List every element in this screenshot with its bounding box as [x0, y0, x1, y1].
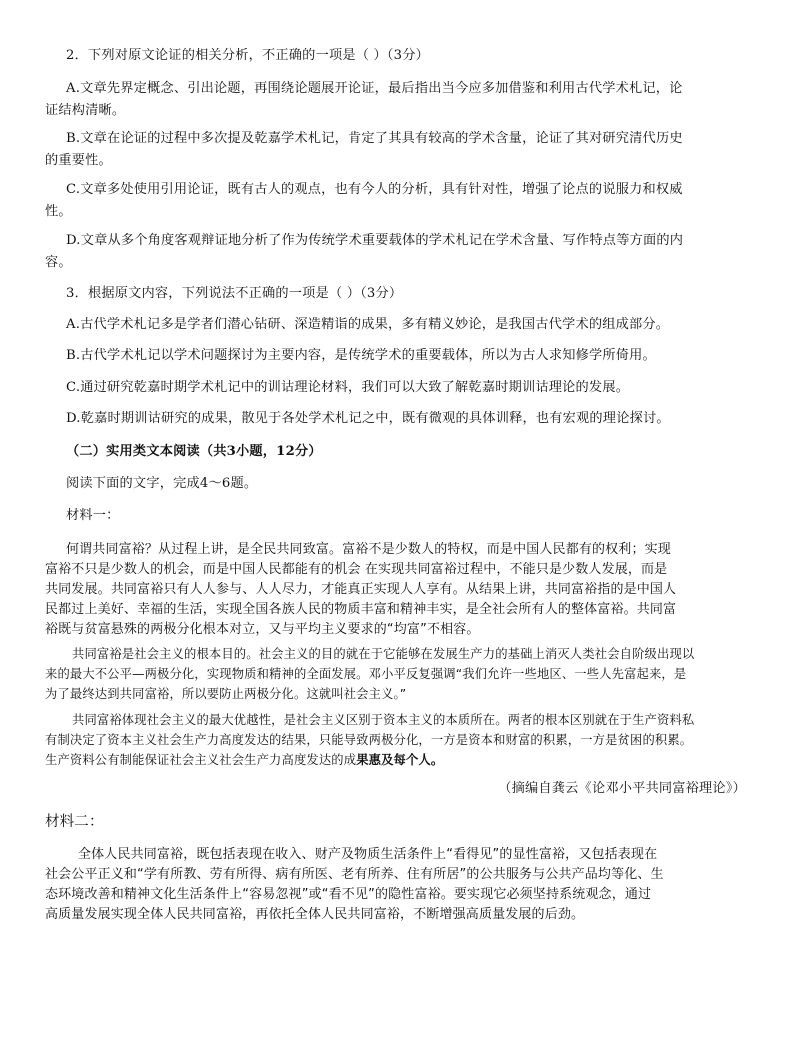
m1-p2-line3: 为了最终达到共同富裕，所以要防止两极分化。这就叫社会主义。”	[45, 687, 407, 701]
m1-p3-line3	[0, 750, 794, 768]
m1-p3-line3-bold: 果惠及每个人。	[356, 753, 444, 767]
reading-instruction: 阅读下面的文字，完成4～6题。	[66, 476, 258, 491]
question-2-stem: 2．下列对原文论证的相关分析，不正确的一项是（ ）（3分）	[66, 48, 430, 63]
q3-option-d: D.乾嘉时期训诂研究的成果，散见于各处学术札记之中，既有微观的具体训释，也有宏观的理论探讨。	[66, 411, 670, 426]
material-1-label: 材料一：	[66, 508, 120, 523]
q2-option-d-line1: D.文章从多个角度客观辩证地分析了作为传统学术重要载体的学术札记在学术含量、写作特点等方面的内	[66, 233, 684, 248]
q2-option-d-line2: 容。	[45, 255, 72, 270]
q2-option-b-line1: B.文章在论证的过程中多次提及乾嘉学术札记，肯定了其具有较高的学术含量，论证了其对研究清代历史	[66, 131, 683, 146]
m1-p2-line2: 来的最大不公平—两极分化，实现物质和精神的全面发展。邓小平反复强调“我们允许一些地区、一些人先富起来，是	[45, 667, 687, 681]
m2-p1-line1: 全体人民共同富裕，既包括表现在收入、财产及物质生活条件上“看得见”的显性富裕，又包括表现在	[78, 847, 658, 862]
m1-p1-line4: 民都过上美好、幸福的生活，实现全国各族人民的物质丰富和精神丰实，是全社会所有人的整体富裕。共同富	[45, 602, 677, 617]
q2-option-c-line2: 性。	[45, 204, 72, 219]
m1-p1-line2: 富裕不只是少数人的机会，而是中国人民都能有的机会 在实现共同富裕过程中，不能只是少数人发展，而是	[45, 562, 668, 577]
m1-p1-line1: 何谓共同富裕？从过程上讲，是全民共同致富。富裕不是少数人的特权，而是中国人民都有的权利；实现	[66, 542, 671, 557]
material-2-label: 材料二：	[45, 814, 104, 830]
q2-option-a-line2: 证结构清晰。	[45, 103, 126, 118]
question-3-stem: 3．根据原文内容，下列说法不正确的一项是（ ）（3分）	[66, 286, 403, 301]
m1-p1-line5: 裕既与贫富悬殊的两极分化根本对立，又与平均主义要求的“均富”不相容。	[45, 622, 480, 637]
q3-option-b: B.古代学术札记以学术问题探讨为主要内容，是传统学术的重要载体，所以为古人求知修学所倚用。	[66, 348, 656, 363]
m1-p2-line1: 共同富裕是社会主义的根本目的。社会主义的目的就在于它能够在发展生产力的基础上消灭人类社会自阶级出现以	[72, 647, 695, 661]
m1-p3-line3-text: 生产资料公有制能保证社会主义社会生产力高度发达的成	[45, 753, 357, 767]
m2-p1-line3: 态环境改善和精神文化生活条件上“容易忽视”或“看不见”的隐性富裕。要实现它必须坚持系统观念，通过	[45, 887, 652, 902]
m2-p1-line2: 社会公平正义和“学有所教、劳有所得、病有所医、老有所养、住有所居”的公共服务与公共产品均等化、生	[45, 867, 664, 882]
m2-p1-line4: 高质量发展实现全体人民共同富裕，再依托全体人民共同富裕，不断增强高质量发展的后劲。	[45, 907, 585, 922]
q2-option-a-line1: A.文章先界定概念、引出论题，再围绕论题展开论证，最后指出当今应多加借鉴和利用古代学术札记，论	[66, 81, 683, 96]
q3-option-a: A.古代学术札记多是学者们潜心钻研、深造精诣的成果，多有精义妙论，是我国古代学术的组成部分。	[66, 317, 670, 332]
m1-p3-line2: 有制决定了资本主义社会生产力高度发达的结果，只能导致两极分化，一方是资本和财富的积累，一方是贫困的积累。	[45, 733, 693, 747]
q3-option-c: C.通过研究乾嘉时期学术札记中的训诂理论材料，我们可以大致了解乾嘉时期训诂理论的发展。	[66, 380, 630, 395]
m1-p1-line3: 共同发展。共同富裕只有人人参与、人人尽力，才能真正实现人人享有。从结果上讲，共同富裕指的是中国人	[45, 582, 677, 597]
source-citation: （摘编自龚云《论邓小平共同富裕理论》）	[498, 781, 746, 796]
q2-option-b-line2: 的重要性。	[45, 153, 112, 168]
q2-option-c-line1: C.文章多处使用引用论证，既有古人的观点，也有今人的分析，具有针对性，增强了论点的说服力和权威	[66, 182, 683, 197]
m1-p3-line1: 共同富裕体现社会主义的最大优越性，是社会主义区别于资本主义的本质所在。两者的根本区别就在于生产资料私	[72, 713, 695, 727]
section-heading: （二）实用类文本阅读（共3小题，12分）	[66, 444, 322, 459]
